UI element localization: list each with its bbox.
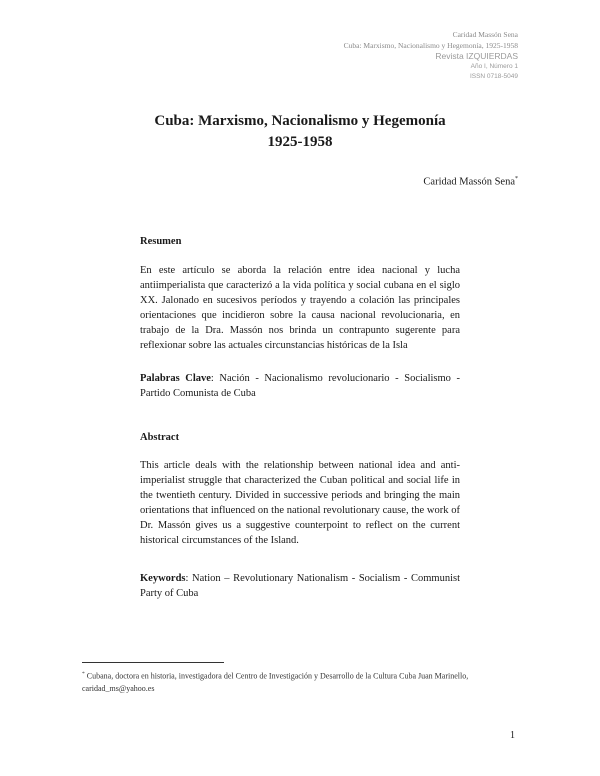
footnote-text: Cubana, doctora en historia, investigadora del Centro de Investigación y Desarrollo de la Cultura Cuba Juan Marinello, caridad_ms@yahoo.es (82, 671, 469, 693)
footnote-divider (82, 662, 224, 663)
footnote (82, 668, 520, 695)
header-issue: Año I, Número 1 (470, 62, 518, 70)
article-title (0, 111, 600, 153)
palabras-clave-text: : Nación - Nacionalismo revolucionario - Socialismo - Partido Comunista de Cuba (140, 373, 460, 399)
resumen-text: En este artículo se aborda la relación entre idea nacional y lucha antiimperialista que caracterizó a la vida política y social cubana en el siglo XX. Jalonado en sucesivos períodos y trayendo a colación las principales orientaciones que incidieron sobre la causa nacional revolucionaria, en trabajo de la Dra. Massón nos brinda un contrapunto sugerente para reflexionar sobre las actuales circunstancias históricas de la Isla (140, 265, 460, 351)
footnote-mark: * (82, 671, 85, 677)
palabras-clave-label: Palabras Clave (140, 373, 211, 384)
page-number: 1 (510, 730, 515, 741)
abstract-heading: Abstract (140, 432, 180, 443)
running-header (344, 30, 518, 83)
palabras-clave (140, 372, 460, 402)
header-issn: ISSN 0718-5049 (469, 73, 518, 80)
author-name (423, 176, 518, 188)
header-author: Caridad Massón Sena (452, 30, 518, 39)
header-journal-name: Revista IZQUIERDAS (435, 51, 518, 61)
author-name-text: Caridad Massón Sena (423, 176, 515, 188)
author-footnote-mark: * (515, 176, 518, 182)
title-line-1: Cuba: Marxismo, Nacionalismo y Hegemonía (154, 113, 446, 129)
title-line-2: 1925-1958 (267, 134, 333, 150)
header-article-title: Cuba: Marxismo, Nacionalismo y Hegemonía, 1925-1958 (343, 40, 518, 50)
resumen-heading: Resumen (140, 236, 182, 247)
keywords (140, 572, 460, 602)
keywords-label: Keywords (140, 573, 186, 584)
keywords-text: : Nation – Revolutionary Nationalism - Socialism - Communist Party of Cuba (140, 573, 460, 599)
abstract-text: This article deals with the relationship between national idea and anti-imperialist struggle that characterized the Cuban political and social life in the twentieth century. Divided in successive periods and bringing the main orientations that influenced on the national revolutionary cause, the work of Dr. Massón gives us a suggestive counterpoint to reflect on the current historical circumstances of the Island. (140, 460, 460, 546)
